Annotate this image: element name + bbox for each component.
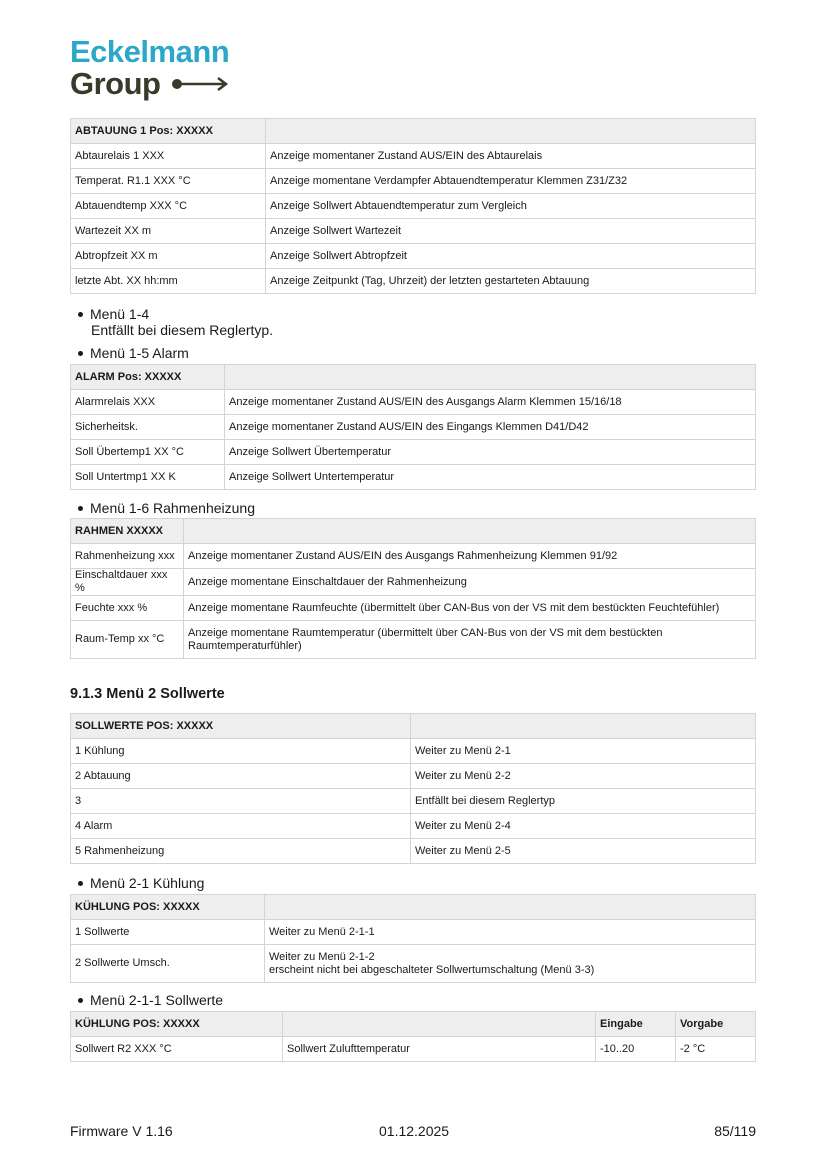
bullet-dot-icon [78,506,83,511]
description-cell: Anzeige momentane Verdampfer Abtauendtemperatur Klemmen Z31/Z32 [266,169,756,194]
table-row [71,596,756,621]
table-row [71,764,756,789]
logo-line-eckelmann: Eckelmann [70,34,230,69]
table-row [71,390,756,415]
description-cell: Anzeige momentane Einschaltdauer der Rahmenheizung [184,569,756,596]
bullet-menu-2-1: Menü 2-1 Kühlung [78,875,204,891]
table-header [71,519,756,544]
table-header [71,714,756,739]
table-kuehlung [70,894,756,983]
bullet-dot-icon [78,881,83,886]
bullet-dot-icon [78,998,83,1003]
table-kuehlung-sollwerte [70,1011,756,1062]
table-row [71,169,756,194]
param-cell: 1 Kühlung [71,739,411,764]
header-cell [265,895,756,920]
bullet-menu-2-1-1: Menü 2-1-1 Sollwerte [78,992,223,1008]
table-abtauung [70,118,756,294]
input-range-cell: -10..20 [596,1037,676,1062]
header-cell: Vorgabe [676,1012,756,1037]
bullet-dot-icon [78,351,83,356]
table-row [71,945,756,983]
table-row [71,920,756,945]
table-row [71,415,756,440]
table-row [71,440,756,465]
description-cell: Anzeige momentane Raumfeuchte (übermittelt über CAN-Bus von der VS mit dem bestückten Feuchtefühler) [184,596,756,621]
description-cell: Anzeige Sollwert Wartezeit [266,219,756,244]
footer-date: 01.12.2025 [379,1123,450,1139]
header-cell: RAHMEN XXXXX [71,519,184,544]
param-cell: Abtauendtemp XXX °C [71,194,266,219]
table-row [71,739,756,764]
param-cell: Wartezeit XX m [71,219,266,244]
bullet-menu-1-6: Menü 1-6 Rahmenheizung [78,500,255,516]
table-row [71,814,756,839]
param-cell: Sollwert R2 XXX °C [71,1037,283,1062]
param-cell: Abtropfzeit XX m [71,244,266,269]
header-cell: ALARM Pos: XXXXX [71,365,225,390]
section-heading: 9.1.3 Menü 2 Sollwerte [70,686,225,702]
table-header [71,119,756,144]
header-cell: SOLLWERTE POS: XXXXX [71,714,411,739]
param-cell: Raum-Temp xx °C [71,621,184,659]
bullet-menu-1-4: Menü 1-4 Entfällt bei diesem Reglertyp. [78,306,273,338]
description-cell: Weiter zu Menü 2-4 [411,814,756,839]
description-cell: Weiter zu Menü 2-1-2 erscheint nicht bei abgeschalteter Sollwertumschaltung (Menü 3-3) [265,945,756,983]
header-cell: KÜHLUNG POS: XXXXX [71,1012,283,1037]
param-cell: 4 Alarm [71,814,411,839]
description-cell: Anzeige Sollwert Abtauendtemperatur zum Vergleich [266,194,756,219]
table-row [71,244,756,269]
table-alarm [70,364,756,490]
description-cell: Weiter zu Menü 2-1 [411,739,756,764]
table-row [71,621,756,659]
table-header [71,1012,756,1037]
header-cell: Eingabe [596,1012,676,1037]
param-cell: Sicherheitsk. [71,415,225,440]
description-cell: Sollwert Zulufttemperatur [283,1037,596,1062]
table-row [71,789,756,814]
param-cell: Einschaltdauer xxx % [71,569,184,596]
param-cell: 1 Sollwerte [71,920,265,945]
header-cell [266,119,756,144]
param-cell: Abtaurelais 1 XXX [71,144,266,169]
description-cell: Anzeige Sollwert Untertemperatur [225,465,756,490]
param-cell: 2 Sollwerte Umsch. [71,945,265,983]
header-cell [283,1012,596,1037]
description-cell: Weiter zu Menü 2-5 [411,839,756,864]
param-cell: 2 Abtauung [71,764,411,789]
bullet-note: Entfällt bei diesem Reglertyp. [91,322,274,338]
param-cell: Soll Untertmp1 XX K [71,465,225,490]
header-cell [184,519,756,544]
table-sollwerte [70,713,756,864]
table-row [71,219,756,244]
description-cell: Weiter zu Menü 2-2 [411,764,756,789]
header-cell [225,365,756,390]
bullet-dot-icon [78,312,83,317]
table-row [71,544,756,569]
description-cell: Anzeige momentaner Zustand AUS/EIN des Ausgangs Rahmenheizung Klemmen 91/92 [184,544,756,569]
description-cell: Anzeige Zeitpunkt (Tag, Uhrzeit) der letzten gestarteten Abtauung [266,269,756,294]
header-cell [411,714,756,739]
table-row [71,269,756,294]
arrow-right-icon [171,77,229,91]
param-cell: 5 Rahmenheizung [71,839,411,864]
param-cell: letzte Abt. XX hh:mm [71,269,266,294]
table-rahmen [70,518,756,659]
company-logo [70,36,229,100]
description-cell: Anzeige Sollwert Abtropfzeit [266,244,756,269]
footer-firmware: Firmware V 1.16 [70,1123,173,1139]
table-row [71,1037,756,1062]
table-header [71,895,756,920]
param-cell: Rahmenheizung xxx [71,544,184,569]
description-cell: Anzeige momentaner Zustand AUS/EIN des Eingangs Klemmen D41/D42 [225,415,756,440]
description-cell: Anzeige momentaner Zustand AUS/EIN des Ausgangs Alarm Klemmen 15/16/18 [225,390,756,415]
description-cell: Entfällt bei diesem Reglertyp [411,789,756,814]
header-cell: KÜHLUNG POS: XXXXX [71,895,265,920]
param-cell: Alarmrelais XXX [71,390,225,415]
table-row [71,839,756,864]
header-cell: ABTAUUNG 1 Pos: XXXXX [71,119,266,144]
param-cell: 3 [71,789,411,814]
table-row [71,194,756,219]
description-cell: Anzeige momentaner Zustand AUS/EIN des Abtaurelais [266,144,756,169]
default-value-cell: -2 °C [676,1037,756,1062]
description-cell: Anzeige Sollwert Übertemperatur [225,440,756,465]
param-cell: Soll Übertemp1 XX °C [71,440,225,465]
description-cell: Weiter zu Menü 2-1-1 [265,920,756,945]
table-header [71,365,756,390]
bullet-menu-1-5: Menü 1-5 Alarm [78,345,189,361]
param-cell: Feuchte xxx % [71,596,184,621]
description-cell: Anzeige momentane Raumtemperatur (übermittelt über CAN-Bus von der VS mit dem bestückten Raumtemperaturfühler) [184,621,756,659]
table-row [71,144,756,169]
table-row [71,569,756,596]
param-cell: Temperat. R1.1 XXX °C [71,169,266,194]
logo-line-group: Group [70,66,161,101]
footer-page-number: 85/119 [714,1123,756,1139]
table-row [71,465,756,490]
